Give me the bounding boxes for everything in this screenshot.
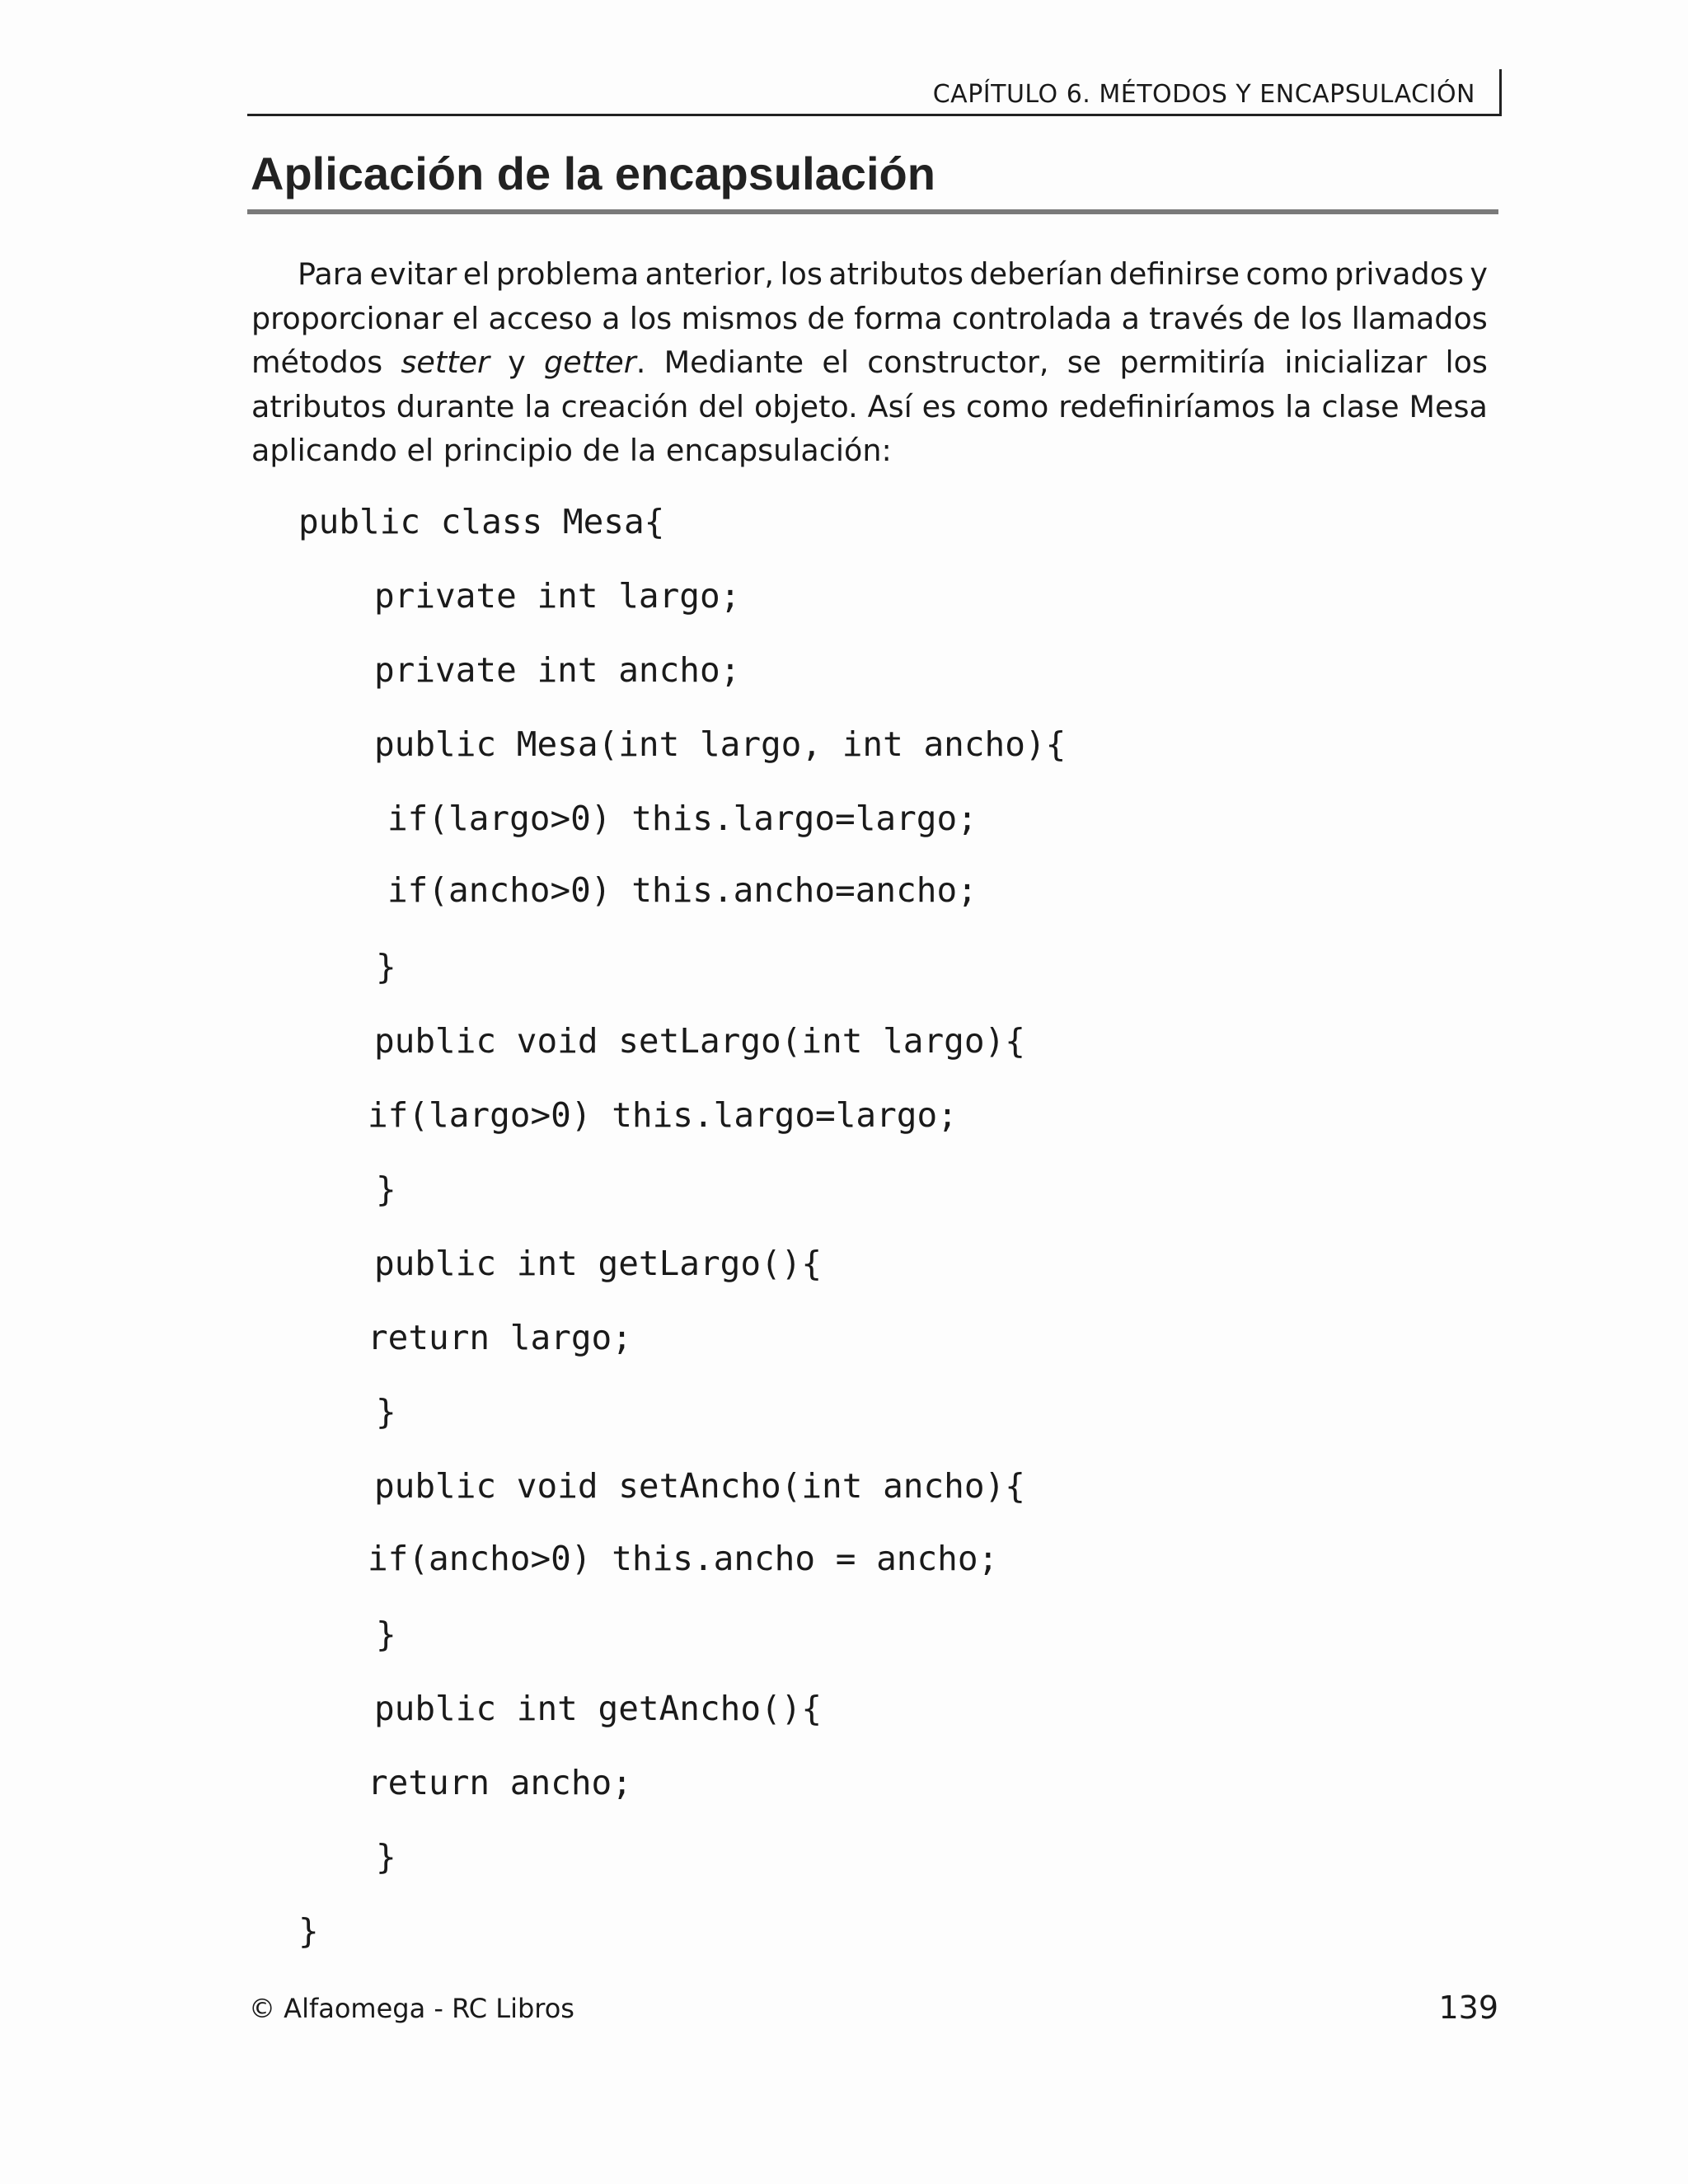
intro-line-1: Para evitar el problema anterior, los atributos deberían definirse como privados y <box>298 256 1488 292</box>
code-line: public void setLargo(int largo){ <box>374 1021 1025 1061</box>
code-line: return ancho; <box>368 1763 632 1802</box>
code-line: } <box>376 1392 396 1432</box>
intro-line-2: proporcionar el acceso a los mismos de forma controlada a través de los llamados <box>251 300 1488 336</box>
code-line: if(largo>0) this.largo=largo; <box>368 1095 958 1135</box>
footer-publisher: © Alfaomega - RC Libros <box>249 1993 574 2024</box>
code-line: private int largo; <box>374 576 741 616</box>
page-number: 139 <box>1438 1990 1498 2026</box>
code-line: } <box>376 1615 396 1654</box>
code-line: } <box>376 1169 396 1209</box>
code-line: public void setAncho(int ancho){ <box>374 1466 1025 1506</box>
getter-term: getter <box>544 344 636 380</box>
running-header-title: CAPÍTULO 6. MÉTODOS Y ENCAPSULACIÓN <box>932 80 1475 109</box>
code-line: public int getAncho(){ <box>374 1689 823 1728</box>
code-line: public int getLargo(){ <box>374 1244 823 1283</box>
code-line: } <box>376 947 396 987</box>
code-line: } <box>376 1837 396 1877</box>
intro-line-5: aplicando el principio de la encapsulación: <box>251 433 892 468</box>
code-line: return largo; <box>368 1318 632 1357</box>
intro-line-4: atributos durante la creación del objeto. Así es como redefiniríamos la clase Mesa <box>251 388 1488 424</box>
code-line: public class Mesa{ <box>298 502 665 541</box>
code-line: if(ancho>0) this.ancho = ancho; <box>368 1539 999 1578</box>
code-line: if(largo>0) this.largo=largo; <box>387 799 978 838</box>
code-line: if(ancho>0) this.ancho=ancho; <box>387 870 978 910</box>
setter-term: setter <box>401 344 490 380</box>
code-line: private int ancho; <box>374 650 741 690</box>
intro-line-3: métodos setter y getter. Mediante el constructor, se permitiría inicializar los <box>251 344 1488 380</box>
code-line: public Mesa(int largo, int ancho){ <box>374 724 1067 764</box>
code-line: } <box>298 1911 319 1951</box>
section-title: Aplicación de la encapsulación <box>251 148 935 199</box>
